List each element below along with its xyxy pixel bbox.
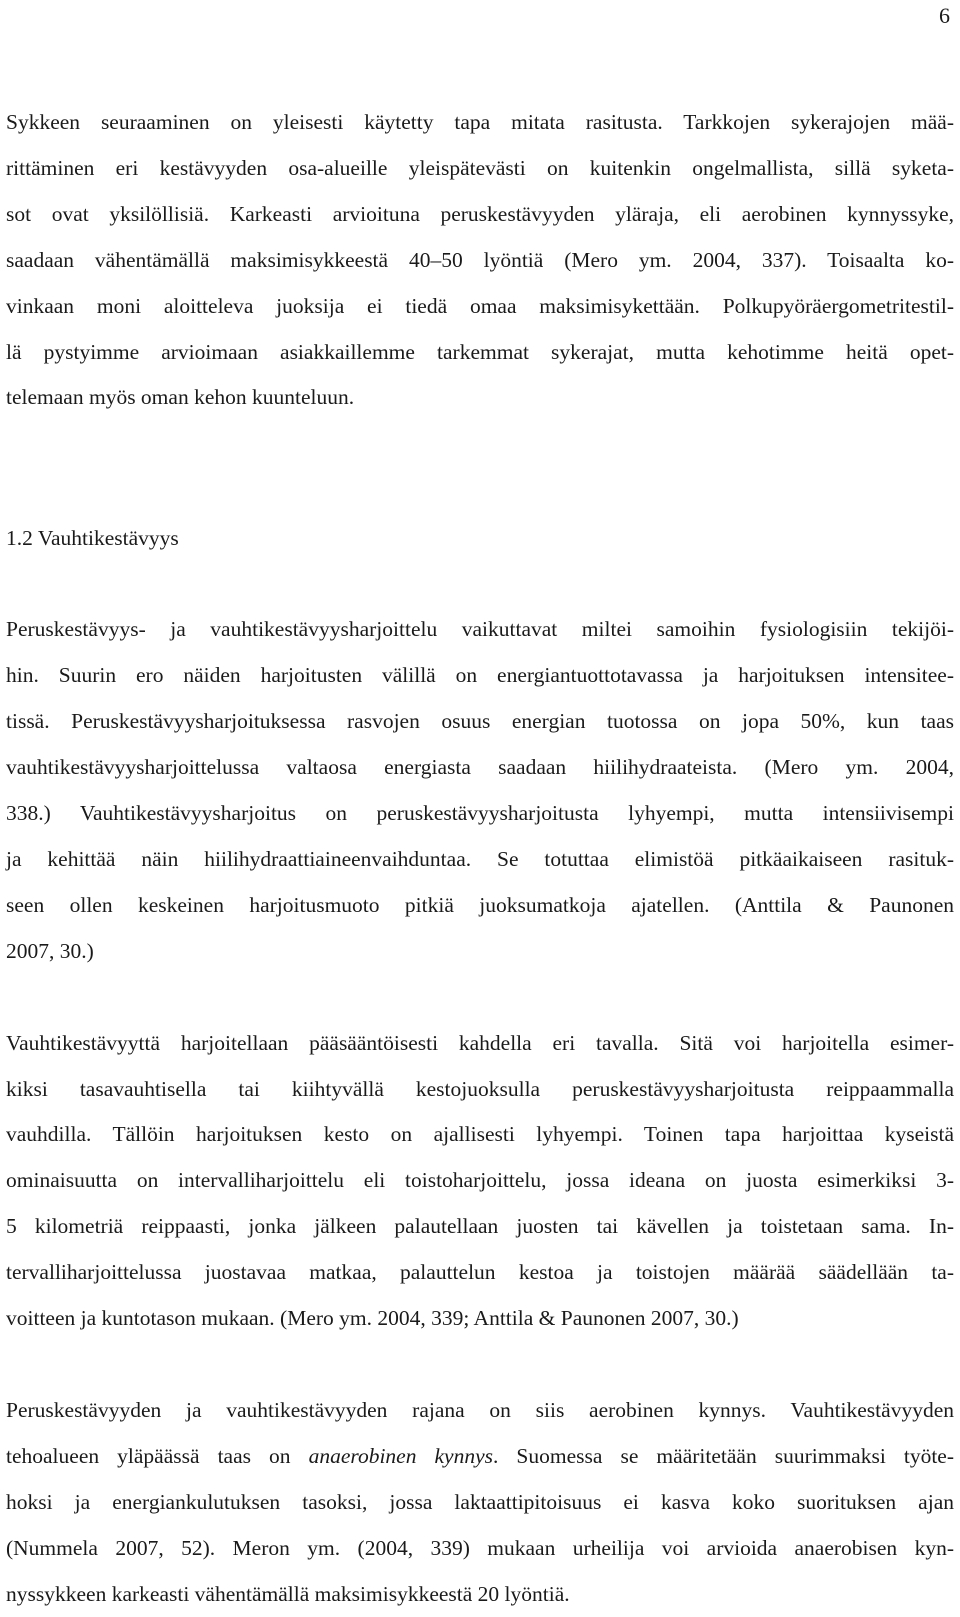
text-line: Vauhtikestävyyttä harjoitellaan pääsääntöisesti kahdella eri tavalla. Sitä voi harjoitella esimer- xyxy=(6,1030,954,1055)
text-line: 338.) Vauhtikestävyysharjoitus on peruskestävyysharjoitusta lyhyempi, mutta intensiivisempi xyxy=(6,800,954,825)
text-line: tissä. Peruskestävyysharjoituksessa rasvojen osuus energian tuotossa on jopa 50%, kun taas xyxy=(6,709,954,734)
spacer xyxy=(6,975,954,1021)
text-line: nyssykkeen karkeasti vähentämällä maksimisykkeestä 20 lyöntiä. xyxy=(6,1581,570,1606)
page-number: 6 xyxy=(939,3,950,28)
text-line: telemaan myös oman kehon kuunteluun. xyxy=(6,385,355,410)
text-line: vinkaan moni aloitteleva juoksija ei tiedä omaa maksimisykettään. Polkupyöräergometritestil- xyxy=(6,293,954,318)
text-segment: tehoalueen yläpäässä taas on xyxy=(6,1443,309,1468)
emphasized-term: anaerobinen kynnys xyxy=(308,1443,494,1468)
text-line: lä pystyimme arvioimaan asiakkaillemme tarkemmat sykerajat, mutta kehotimme heitä opet- xyxy=(6,339,954,364)
text-line: hin. Suurin ero näiden harjoitusten välillä on energiantuottotavassa ja harjoituksen intensitee- xyxy=(6,663,954,688)
text-line: ominaisuutta on intervalliharjoittelu eli toistoharjoittelu, jossa ideana on juosta esimerkiksi 3- xyxy=(6,1168,954,1193)
text-line: voitteen ja kuntotason mukaan. (Mero ym. 2004, 339; Anttila & Paunonen 2007, 30.) xyxy=(6,1306,739,1331)
text-line: kiksi tasavauhtisella tai kiihtyvällä kestojuoksulla peruskestävyysharjoitusta reippaammalla xyxy=(6,1076,954,1101)
spacer xyxy=(6,1342,954,1388)
paragraph-anaerobic-threshold xyxy=(6,1388,954,1617)
paragraph-speed-endurance-physiology xyxy=(6,607,954,974)
spacer xyxy=(6,421,954,515)
text-line: Peruskestävyys- ja vauhtikestävyysharjoittelu vaikuttavat miltei samoihin fysiologisiin tekijöi- xyxy=(6,617,954,642)
text-line: saadaan vähentämällä maksimisykkeestä 40–50 lyöntiä (Mero ym. 2004, 337). Toisaalta ko- xyxy=(6,247,954,272)
text-line: sot ovat yksilöllisiä. Karkeasti arvioituna peruskestävyyden yläraja, eli aerobinen kynnyssyke, xyxy=(6,201,954,226)
text-line: 2007, 30.) xyxy=(6,938,94,963)
text-line: hoksi ja energiankulutuksen tasoksi, jossa laktaattipitoisuus ei kasva koko suorituksen ajan xyxy=(6,1489,954,1514)
text-line: vauhtikestävyysharjoittelussa valtaosa energiasta saadaan hiilihydraateista. (Mero ym. 2004, xyxy=(6,755,954,780)
document-body xyxy=(6,100,954,1617)
text-line: rittäminen eri kestävyyden osa-alueille yleispätevästi on kuitenkin ongelmallista, sillä syketa- xyxy=(6,155,954,180)
text-line: (Nummela 2007, 52). Meron ym. (2004, 339) mukaan urheilija voi arvioida anaerobisen kyn- xyxy=(6,1535,954,1560)
text-line: ja kehittää näin hiilihydraattiaineenvaihduntaa. Se totuttaa elimistöä pitkäaikaiseen rasituk- xyxy=(6,846,954,871)
text-line: Peruskestävyyden ja vauhtikestävyyden rajana on siis aerobinen kynnys. Vauhtikestävyyden xyxy=(6,1397,954,1422)
section-heading: 1.2 Vauhtikestävyys xyxy=(6,526,179,551)
text-line: vauhdilla. Tällöin harjoituksen kesto on ajallisesti lyhyempi. Toinen tapa harjoittaa kyseistä xyxy=(6,1122,954,1147)
text-line: Sykkeen seuraaminen on yleisesti käytetty tapa mitata rasitusta. Tarkkojen sykerajojen mää- xyxy=(6,110,954,134)
text-line: tervalliharjoittelussa juostavaa matkaa, palauttelun kestoa ja toistojen määrää säädellään ta- xyxy=(6,1260,954,1285)
text-line: 5 kilometriä reippaasti, jonka jälkeen palautellaan juosten tai kävellen ja toistetaan sama. In- xyxy=(6,1214,954,1239)
spacer xyxy=(6,561,954,607)
text-line xyxy=(6,1434,954,1480)
paragraph-training-methods xyxy=(6,1021,954,1342)
paragraph-heart-rate xyxy=(6,100,954,421)
text-line: seen ollen keskeinen harjoitusmuoto pitkiä juoksumatkoja ajatellen. (Anttila & Paunonen xyxy=(6,892,954,917)
text-segment: . Suomessa se määritetään suurimmaksi työte- xyxy=(493,1443,955,1468)
